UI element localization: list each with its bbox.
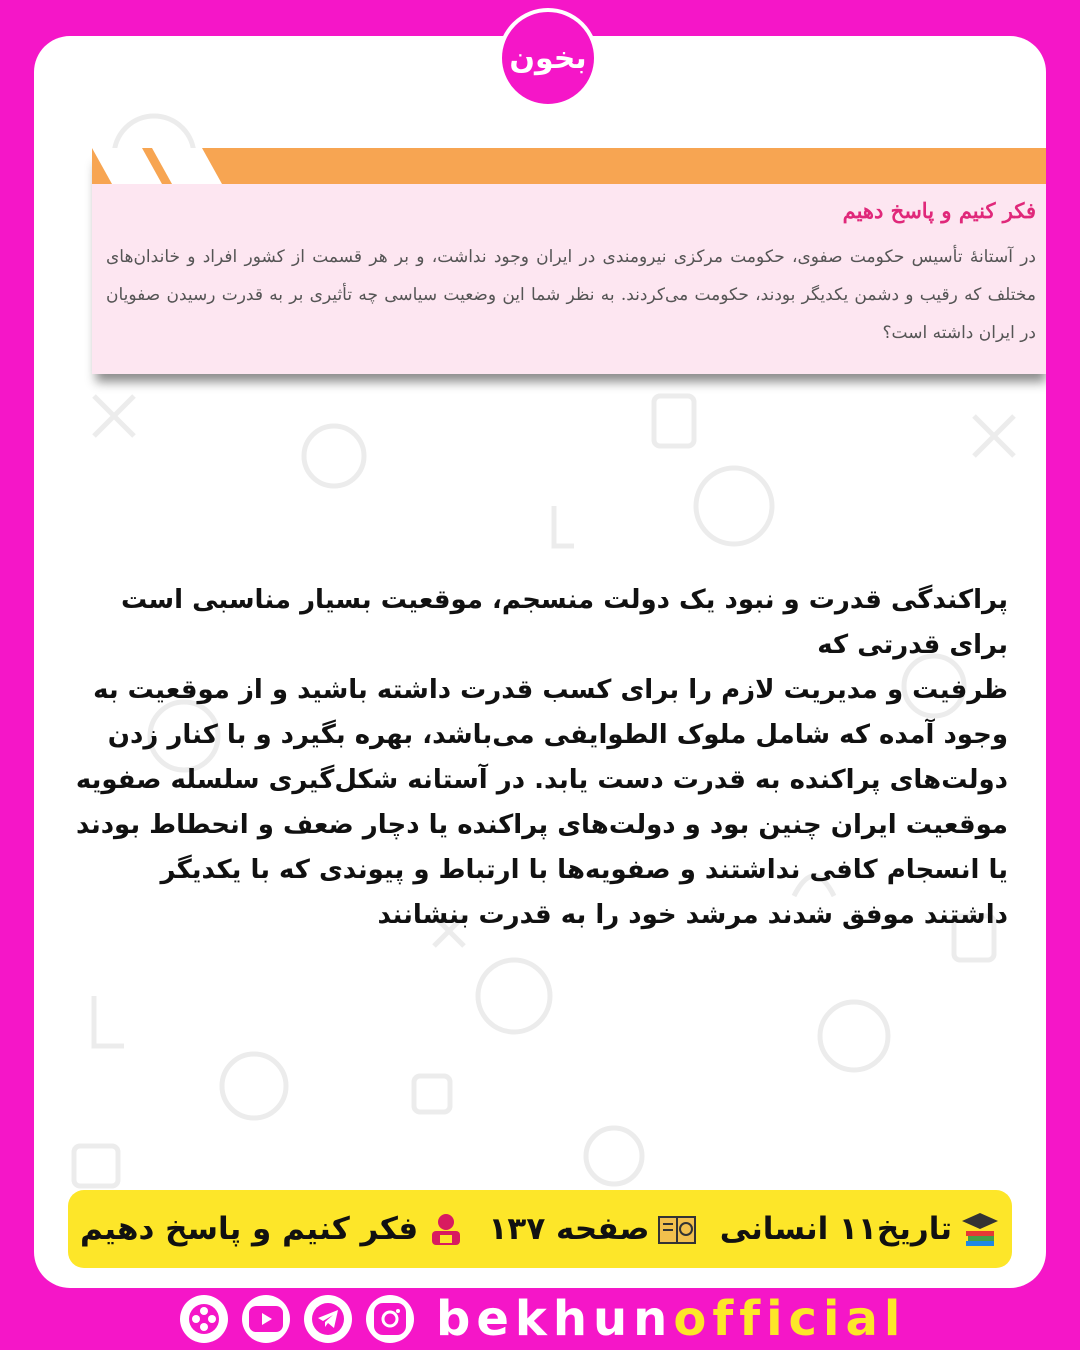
footer-page-label: صفحه ۱۳۷ <box>488 1211 650 1247</box>
answer-paragraph-2: ظرفیت و مدیریت لازم را برای کسب قدرت داشته باشید و از موقعیت به وجود آمده که شامل ملوک الطوایفی می‌باشد، بهره بگیرد و با کنار زدن دولت‌های پراکنده به قدرت دست یابد. در آستانه شکل‌گیری سلسله صفویه موقعیت ایران چنین بود و دولت‌های پراکنده یا دچار ضعف و انحطاط بودند یا انسجام کافی نداشتند و صفویه‌ها با ارتباط و پیوندی که با یکدیگر داشتند موفق شدند مرشد خود را به قدرت بنشانند <box>75 675 1008 930</box>
film-reel-icon[interactable] <box>180 1295 228 1343</box>
book-question-text: در آستانهٔ تأسیس حکومت صفوی، حکومت مرکزی نیرومندی در ایران وجود نداشت، و بر هر قسمت از کشور افراد و خاندان‌های مختلف که رقیب و دشمن یکدیگر بودند، حکومت می‌کردند. به نظر شما این وضعیت سیاسی چه تأثیری بر به قدرت رسیدن صفویان در ایران داشته است؟ <box>106 247 1036 343</box>
brand-part-2: official <box>673 1291 907 1347</box>
footer-topic-label: فکر کنیم و پاسخ دهیم <box>80 1211 419 1247</box>
teacher-icon <box>426 1209 466 1249</box>
telegram-icon[interactable] <box>304 1295 352 1343</box>
brand-handle <box>436 1291 906 1347</box>
answer-paragraph-1: پراکندگی قدرت و نبود یک دولت منسجم، موقعیت بسیار مناسبی است برای قدرتی که <box>121 585 1008 660</box>
orange-header-band <box>92 148 1046 184</box>
instagram-icon[interactable] <box>366 1295 414 1343</box>
textbook-question-box <box>92 148 1046 374</box>
content-card <box>34 36 1046 1288</box>
answer-text <box>74 578 1008 938</box>
open-book-icon <box>657 1209 697 1249</box>
book-question-title: فکر کنیم و پاسخ دهیم <box>842 198 1036 223</box>
footer-book-label: تاریخ۱۱ انسانی <box>719 1211 952 1247</box>
social-bar <box>180 1290 910 1348</box>
footer-info-bar <box>68 1190 1012 1268</box>
arrow-decoration-icon <box>92 148 232 184</box>
footer-book <box>720 1209 1000 1249</box>
footer-topic <box>80 1209 466 1249</box>
bekhun-logo <box>498 8 598 108</box>
youtube-icon[interactable] <box>242 1295 290 1343</box>
footer-page <box>489 1209 698 1249</box>
brand-part-1: bekhun <box>436 1291 674 1347</box>
graduation-books-icon <box>960 1209 1000 1249</box>
logo-text: بخون <box>509 40 587 76</box>
